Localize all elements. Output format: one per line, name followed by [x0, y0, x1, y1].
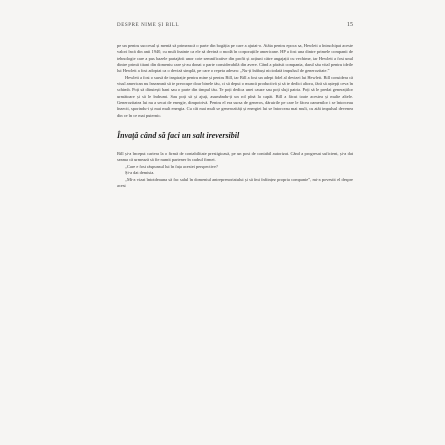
section-heading: Învață când să faci un salt ireversibil — [117, 131, 240, 141]
page-number: 15 — [347, 22, 353, 28]
paragraph-1: pe un pentru succesul și mentă să primească o parte din bogăția pe care a ajutat-o. Atâta pentru epoca sa, Hewlett a întruchipat aceste valori încă din anii 1940, cu mult înainte ca ele să devină o modă în corporațiile americane. HP a fost una dintre primele companii de tehnologie care a pus bazele partajării unor cote semnificative din profit și acțiuni către angajații cu vechime, iar Hewlett a fost unul dintre primii titani din domeniu care și-au donat o parte considerabilă din avere. Când a părăsit compania, darul său vital pentru ideile lui Hewlett a fost adoptat ca o deviză simplă, pe care o repeta adesea: „Nu-ți înăbuși niciodată impulsul de generozitate.” — [117, 43, 353, 74]
dialogue-line-3: „Mi-a vizat întotdeauna să fac salul în domeniul antreprenoriatului și să îmi înființez propria companie”, mi-a povestit el despre acest — [117, 176, 353, 188]
paragraph-2: Hewlett a fost o sursă de inspirație pentru mine și pentru Bill, iar Bill a fost un adept fidel al devizei lui Hewlett. Bill considera că visul american nu înseamnă să te preocupe doar binele tău, ci să depui o muncă productivă și să te dedici altora, fără să aștepți ceva în schimb. Poți să dăruiești bani sau o parte din timpul tău. Te poți dedica unei cauze sau poți sluji patria. Poți să le predai generațiilor următoare și să le îndrumi. Sau poți să și ajuți, asumându-ți un rol pînă la capăt. Bill a făcut toate acestea și multe altele. Generozitatea lui nu a secat de energie, dimpotrivă. Pentru el era sursa de generos, dăruirile pe care le făcea oamenilor i se întorceau înzecit, sporindu-i și mai mult energia. Cu cât mai mult se generozități și energiei lui se întorceau mai mult, cu atât impulsul devenea din ce în ce mai puternic. — [117, 74, 353, 118]
running-header — [117, 22, 353, 28]
dialogue-block — [117, 164, 353, 189]
body-text — [117, 43, 353, 189]
dialogue-line-2: Și-a dat demisia. — [125, 170, 155, 176]
running-head-title: DESPRE NIME ȘI BILL — [117, 23, 180, 28]
paragraph-3: Bill și-a început cariera la o firmă de contabilitate prestigioasă, pe un post de contabil autorizat. Când a progresat suficient, și-a dat seama că urmează să fie numit partener în cadrul firmei. — [117, 151, 353, 163]
dialogue-line-1: „Care e fost răspunsul lui în fața acestei perspective? — [125, 163, 218, 169]
